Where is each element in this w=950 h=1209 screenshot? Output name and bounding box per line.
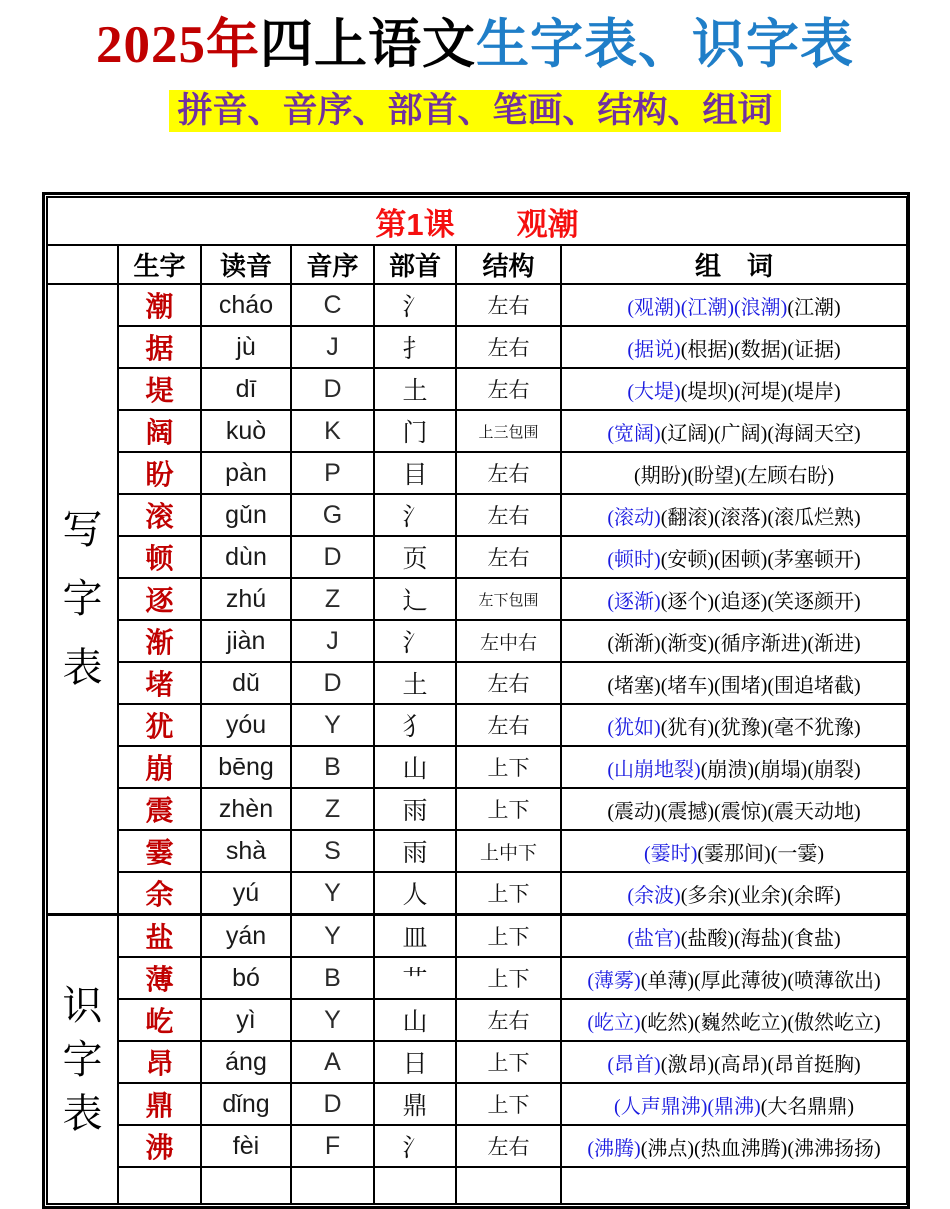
table-row — [47, 1083, 907, 1125]
pinyin-cell — [201, 1167, 291, 1204]
structure-cell: 上下 — [456, 788, 561, 830]
words-cell — [561, 1167, 907, 1204]
initial-cell: B — [291, 746, 374, 788]
radical-cell: 目 — [374, 452, 456, 494]
lesson-header-row — [47, 197, 907, 245]
words-highlighted: (屹立) — [587, 1011, 641, 1034]
pinyin-cell: yóu — [201, 704, 291, 746]
radical-cell: 扌 — [374, 326, 456, 368]
structure-cell: 左右 — [456, 662, 561, 704]
pinyin-cell: dǐng — [201, 1083, 291, 1125]
worksheet-page — [0, 14, 950, 1164]
pinyin-cell: jù — [201, 326, 291, 368]
char-cell: 盐 — [118, 915, 201, 958]
char-cell: 顿 — [118, 536, 201, 578]
pinyin-cell: dùn — [201, 536, 291, 578]
initial-cell: A — [291, 1041, 374, 1083]
structure-cell: 上三包围 — [456, 410, 561, 452]
radical-cell: 犭 — [374, 704, 456, 746]
radical-cell: 氵 — [374, 620, 456, 662]
char-cell: 屹 — [118, 999, 201, 1041]
radical-cell — [374, 1167, 456, 1204]
table-row — [47, 999, 907, 1041]
title-year: 2025年 — [96, 16, 260, 74]
words-highlighted: (山崩地裂) — [607, 758, 701, 781]
words-highlighted: (昂首) — [607, 1053, 661, 1076]
radical-cell: 山 — [374, 746, 456, 788]
words-plain: (多余)(业余)(余晖) — [680, 884, 841, 907]
pinyin-cell: zhèn — [201, 788, 291, 830]
structure-cell: 左右 — [456, 284, 561, 326]
table-row — [47, 872, 907, 915]
pinyin-cell: áng — [201, 1041, 291, 1083]
radical-cell: 氵 — [374, 1125, 456, 1167]
table-row — [47, 536, 907, 578]
words-plain: (渐渐)(渐变)(循序渐进)(渐进) — [607, 632, 861, 655]
structure-cell: 上下 — [456, 957, 561, 999]
table-row — [47, 1125, 907, 1167]
structure-cell: 左右 — [456, 494, 561, 536]
words-cell — [561, 788, 907, 830]
structure-cell — [456, 1167, 561, 1204]
table-row — [47, 1041, 907, 1083]
pinyin-cell: bó — [201, 957, 291, 999]
words-plain: (江潮) — [787, 296, 841, 319]
words-plain: (期盼)(盼望)(左顾右盼) — [634, 464, 835, 487]
char-cell: 薄 — [118, 957, 201, 999]
radical-cell: 日 — [374, 1041, 456, 1083]
words-cell — [561, 830, 907, 872]
words-highlighted: (逐渐) — [607, 590, 661, 613]
initial-cell: K — [291, 410, 374, 452]
words-highlighted: (人声鼎沸)(鼎沸) — [614, 1095, 761, 1118]
words-plain: (安顿)(困顿)(茅塞顿开) — [660, 548, 861, 571]
vocab-table-frame — [42, 192, 910, 1209]
title-course: 四上语文 — [260, 16, 476, 74]
pinyin-cell: yì — [201, 999, 291, 1041]
words-highlighted: (观潮)(江潮)(浪潮) — [627, 296, 788, 319]
words-cell — [561, 410, 907, 452]
words-plain: (逐个)(追逐)(笑逐颜开) — [660, 590, 861, 613]
structure-cell: 左中右 — [456, 620, 561, 662]
pinyin-cell: yú — [201, 872, 291, 915]
words-highlighted: (霎时) — [644, 842, 698, 865]
initial-cell: Y — [291, 915, 374, 958]
words-cell — [561, 746, 907, 788]
structure-cell: 上下 — [456, 746, 561, 788]
words-highlighted: (宽阔) — [607, 422, 661, 445]
words-plain: (大名鼎鼎) — [760, 1095, 855, 1118]
char-cell: 盼 — [118, 452, 201, 494]
pinyin-cell: fèi — [201, 1125, 291, 1167]
initial-cell: Z — [291, 788, 374, 830]
table-row — [47, 326, 907, 368]
words-cell — [561, 326, 907, 368]
initial-cell: Y — [291, 704, 374, 746]
structure-cell: 左右 — [456, 326, 561, 368]
section-label-recognition: 识 字 表 — [47, 915, 118, 1205]
structure-cell: 左右 — [456, 1125, 561, 1167]
words-cell — [561, 915, 907, 958]
words-plain: (震动)(震撼)(震惊)(震天动地) — [607, 800, 861, 823]
vocab-table — [46, 196, 908, 1205]
structure-cell: 上下 — [456, 915, 561, 958]
col-header-initial: 音序 — [291, 245, 374, 284]
words-cell — [561, 1083, 907, 1125]
col-header-char: 生字 — [118, 245, 201, 284]
lesson-title: 第1课 观潮 — [47, 197, 907, 245]
radical-cell: 人 — [374, 872, 456, 915]
initial-cell: J — [291, 620, 374, 662]
words-highlighted: (据说) — [627, 338, 681, 361]
radical-cell: 页 — [374, 536, 456, 578]
pinyin-cell: pàn — [201, 452, 291, 494]
initial-cell: Z — [291, 578, 374, 620]
words-cell — [561, 284, 907, 326]
initial-cell: D — [291, 1083, 374, 1125]
table-row — [47, 915, 907, 958]
col-header-words: 组 词 — [561, 245, 907, 284]
title-tables: 生字表、识字表 — [476, 16, 854, 74]
words-highlighted: (余波) — [627, 884, 681, 907]
col-header-section — [47, 245, 118, 284]
char-cell: 霎 — [118, 830, 201, 872]
words-plain: (单薄)(厚此薄彼)(喷薄欲出) — [640, 969, 881, 992]
words-cell — [561, 999, 907, 1041]
initial-cell: J — [291, 326, 374, 368]
char-cell: 渐 — [118, 620, 201, 662]
words-highlighted: (滚动) — [607, 506, 661, 529]
initial-cell: P — [291, 452, 374, 494]
col-header-radical: 部首 — [374, 245, 456, 284]
initial-cell: B — [291, 957, 374, 999]
initial-cell: D — [291, 368, 374, 410]
initial-cell — [291, 1167, 374, 1204]
char-cell: 沸 — [118, 1125, 201, 1167]
radical-cell: 辶 — [374, 578, 456, 620]
words-plain: (屹然)(巍然屹立)(傲然屹立) — [640, 1011, 881, 1034]
structure-cell: 上下 — [456, 872, 561, 915]
radical-cell: 门 — [374, 410, 456, 452]
char-cell: 逐 — [118, 578, 201, 620]
radical-cell: 氵 — [374, 284, 456, 326]
pinyin-cell: kuò — [201, 410, 291, 452]
initial-cell: G — [291, 494, 374, 536]
table-row — [47, 957, 907, 999]
words-plain: (激昂)(高昂)(昂首挺胸) — [660, 1053, 861, 1076]
structure-cell: 左右 — [456, 999, 561, 1041]
initial-cell: D — [291, 662, 374, 704]
structure-cell: 左右 — [456, 704, 561, 746]
char-cell: 余 — [118, 872, 201, 915]
char-cell: 犹 — [118, 704, 201, 746]
char-cell: 堵 — [118, 662, 201, 704]
words-cell — [561, 578, 907, 620]
radical-cell: 皿 — [374, 915, 456, 958]
page-title — [0, 14, 950, 78]
words-cell — [561, 704, 907, 746]
words-cell — [561, 494, 907, 536]
words-cell — [561, 452, 907, 494]
pinyin-cell: cháo — [201, 284, 291, 326]
table-row — [47, 788, 907, 830]
table-row — [47, 368, 907, 410]
pinyin-cell: dī — [201, 368, 291, 410]
words-cell — [561, 1125, 907, 1167]
initial-cell: Y — [291, 872, 374, 915]
char-cell: 震 — [118, 788, 201, 830]
subtitle: 拼音、音序、部首、笔画、结构、组词 — [169, 90, 780, 132]
words-highlighted: (薄雾) — [587, 969, 641, 992]
words-plain: (辽阔)(广阔)(海阔天空) — [660, 422, 861, 445]
char-cell — [118, 1167, 201, 1204]
table-row — [47, 494, 907, 536]
words-highlighted: (大堤) — [627, 380, 681, 403]
words-highlighted: (顿时) — [607, 548, 661, 571]
radical-cell: 山 — [374, 999, 456, 1041]
words-plain: (霎那间)(一霎) — [697, 842, 825, 865]
radical-cell: 鼎 — [374, 1083, 456, 1125]
words-cell — [561, 368, 907, 410]
words-cell — [561, 957, 907, 999]
char-cell: 滚 — [118, 494, 201, 536]
pinyin-cell: dǔ — [201, 662, 291, 704]
structure-cell: 左右 — [456, 368, 561, 410]
structure-cell: 左下包围 — [456, 578, 561, 620]
char-cell: 崩 — [118, 746, 201, 788]
table-row — [47, 746, 907, 788]
initial-cell: C — [291, 284, 374, 326]
words-highlighted: (盐官) — [627, 927, 681, 950]
initial-cell: D — [291, 536, 374, 578]
char-cell: 昂 — [118, 1041, 201, 1083]
table-row — [47, 452, 907, 494]
words-plain: (犹有)(犹豫)(毫不犹豫) — [660, 716, 861, 739]
words-plain: (沸点)(热血沸腾)(沸沸扬扬) — [640, 1137, 881, 1160]
radical-cell: 艹 — [374, 957, 456, 999]
radical-cell: 氵 — [374, 494, 456, 536]
pinyin-cell: gǔn — [201, 494, 291, 536]
char-cell: 潮 — [118, 284, 201, 326]
words-plain: (堤坝)(河堤)(堤岸) — [680, 380, 841, 403]
words-cell — [561, 620, 907, 662]
words-plain: (盐酸)(海盐)(食盐) — [680, 927, 841, 950]
pinyin-cell: yán — [201, 915, 291, 958]
radical-cell: 雨 — [374, 788, 456, 830]
column-header-row — [47, 245, 907, 284]
structure-cell: 上下 — [456, 1083, 561, 1125]
col-header-structure: 结构 — [456, 245, 561, 284]
subtitle-row — [0, 90, 950, 132]
pinyin-cell: shà — [201, 830, 291, 872]
char-cell: 阔 — [118, 410, 201, 452]
table-row — [47, 704, 907, 746]
col-header-pinyin: 读音 — [201, 245, 291, 284]
pinyin-cell: jiàn — [201, 620, 291, 662]
pinyin-cell: bēng — [201, 746, 291, 788]
radical-cell: 土 — [374, 662, 456, 704]
words-plain: (堵塞)(堵车)(围堵)(围追堵截) — [607, 674, 861, 697]
radical-cell: 土 — [374, 368, 456, 410]
structure-cell: 上下 — [456, 1041, 561, 1083]
words-cell — [561, 662, 907, 704]
structure-cell: 左右 — [456, 452, 561, 494]
table-row — [47, 578, 907, 620]
table-row-partial — [47, 1167, 907, 1204]
table-row — [47, 284, 907, 326]
table-row — [47, 620, 907, 662]
words-plain: (根据)(数据)(证据) — [680, 338, 841, 361]
char-cell: 鼎 — [118, 1083, 201, 1125]
char-cell: 据 — [118, 326, 201, 368]
words-cell — [561, 1041, 907, 1083]
words-plain: (翻滚)(滚落)(滚瓜烂熟) — [660, 506, 861, 529]
words-highlighted: (犹如) — [607, 716, 661, 739]
initial-cell: S — [291, 830, 374, 872]
words-plain: (崩溃)(崩塌)(崩裂) — [700, 758, 861, 781]
radical-cell: 雨 — [374, 830, 456, 872]
words-cell — [561, 536, 907, 578]
initial-cell: F — [291, 1125, 374, 1167]
table-row — [47, 830, 907, 872]
structure-cell: 左右 — [456, 536, 561, 578]
section-label-writing: 写 字 表 — [47, 284, 118, 915]
initial-cell: Y — [291, 999, 374, 1041]
words-cell — [561, 872, 907, 915]
table-row — [47, 662, 907, 704]
structure-cell: 上中下 — [456, 830, 561, 872]
pinyin-cell: zhú — [201, 578, 291, 620]
char-cell: 堤 — [118, 368, 201, 410]
words-highlighted: (沸腾) — [587, 1137, 641, 1160]
table-row — [47, 410, 907, 452]
